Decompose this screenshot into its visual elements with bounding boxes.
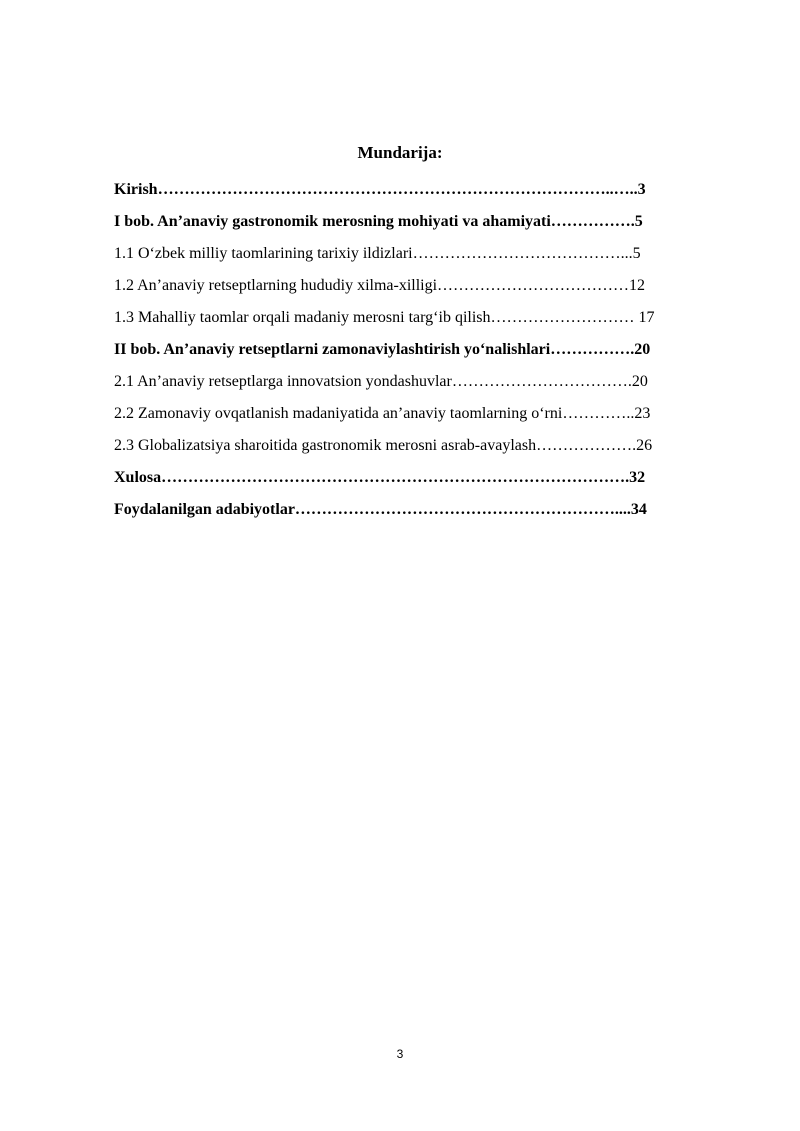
page-number: 3 bbox=[396, 1047, 404, 1061]
toc-entry-section-2-3: 2.3 Globalizatsiya sharoitida gastronomik merosni asrab-avaylash……………….26 bbox=[114, 437, 653, 454]
toc-entry-chapter-1: I bob. An’anaviy gastronomik merosning mohiyati va ahamiyati…………….5 bbox=[114, 213, 643, 230]
toc-entry-section-2-2: 2.2 Zamonaviy ovqatlanish madaniyatida an’anaviy taomlarning o‘rni…………..23 bbox=[114, 405, 651, 422]
table-of-contents bbox=[114, 174, 742, 526]
toc-entry-conclusion: Xulosa…………………………………………………………………………….32 bbox=[114, 469, 646, 486]
toc-entry-section-2-1: 2.1 An’anaviy retseptlarga innovatsion yondashuvlar…………………………….20 bbox=[114, 373, 648, 390]
toc-entry-introduction: Kirish…………………………………………………………………………..…..3 bbox=[114, 181, 646, 198]
toc-entry-chapter-2: II bob. An’anaviy retseptlarni zamonaviylashtirish yo‘nalishlari…………….20 bbox=[114, 341, 651, 358]
toc-title: Mundarija: bbox=[357, 143, 443, 162]
toc-entry-bibliography: Foydalanilgan adabiyotlar……………………………………………………....34 bbox=[114, 501, 647, 518]
toc-entry-section-1-2: 1.2 An’anaviy retseptlarning hududiy xilma-xilligi………………………………12 bbox=[114, 277, 646, 294]
toc-entry-section-1-3: 1.3 Mahalliy taomlar orqali madaniy merosni targ‘ib qilish……………………… 17 bbox=[114, 309, 655, 326]
toc-entry-section-1-1: 1.1 O‘zbek milliy taomlarining tarixiy ildizlari…………………………………...5 bbox=[114, 245, 641, 262]
